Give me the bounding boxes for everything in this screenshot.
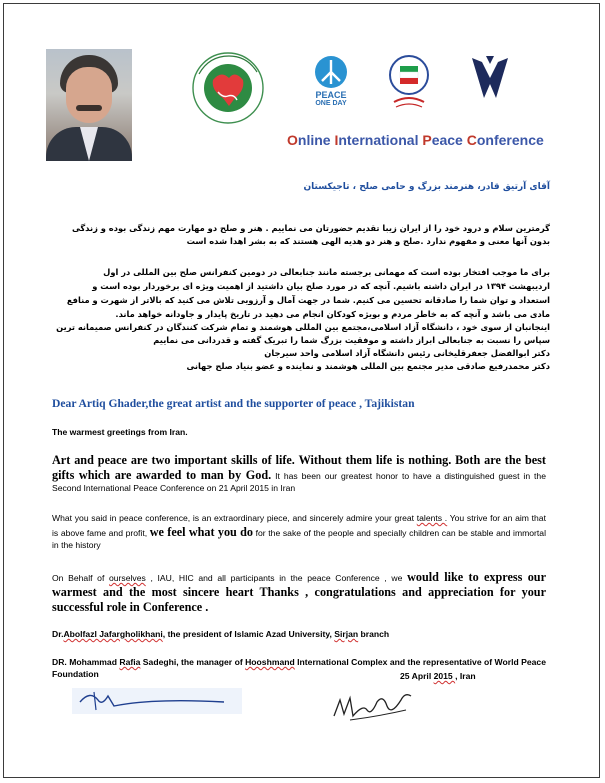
persian-paragraph-2-line-1: برای ما موجب افتخار بوده است که مهمانی برجسته مانند جنابعالی در دومین کنفرانس صلح بین المللی در اول [103, 267, 550, 277]
persian-signatory-2: دکتر محمدرفیع صادقی مدیر مجتمع بین المللی هوشمند و نماینده و عضو بنیاد صلح جهانی [186, 361, 550, 371]
english-closing-paragraph: On Behalf of ourselves , IAU, HIC and all participants in the peace Conference , we would like to express our warmest and the most sincere heart Thanks , congratulations and appreciation for your successful role in Conference . [52, 570, 546, 614]
english-salutation: Dear Artiq Ghader,the great artist and the supporter of peace , Tajikistan [52, 397, 415, 410]
persian-paragraph-1-line-1: گرمترین سلام و درود خود را از ایران زیبا تقدیم حضورتان می نماییم . هنر و صلح دو مهارت مهم زندگی بوده و زندگی [71, 223, 550, 233]
peace-logo-line2: ONE DAY [315, 100, 347, 107]
persian-paragraph-2-line-3: استعداد و توان شما را صادقانه تحسین می کنیم. شما در جهت آمال و آرزویی تلاش می کنید که بالاتر از شهرت و منافع [66, 295, 550, 305]
english-paragraph-2: What you said in peace conference, is an extraordinary piece, and sincerely admire your great talents . You strive for an aim that is above fame and profit, we feel what you do for the sake of the people and specially children can be stable and immortal in the history [52, 513, 546, 550]
portrait-photo [46, 49, 132, 161]
conference-title: Online International Peace Conference [287, 132, 544, 148]
persian-paragraph-2-line-6: سپاس را نسبت به جنابعالی ابراز داشته و موفقیت بزرگ شما را تبریک گفته و قدردانی می نماییم [153, 335, 550, 345]
english-signatory-2: DR. Mohammad Rafia Sadeghi, the manager of Hooshmand International Complex and the representative of World Peace Foundation [52, 657, 546, 679]
hooshmand-complex-logo [386, 54, 432, 110]
signature-jafargholikhani [72, 688, 242, 714]
peace-logo-line1: PEACE [315, 90, 347, 100]
persian-title: آقای آرتیق قادر، هنرمند بزرگ و حامی صلح ، تاجیکستان [303, 182, 550, 192]
world-peace-foundation-logo [187, 50, 269, 126]
english-paragraph-1 [52, 453, 546, 494]
azad-university-logo [470, 54, 510, 102]
peace-one-day-logo [309, 54, 353, 112]
english-paragraph-1-rest: It has been our greatest honor to have a distinguished guest in the Second International Peace Conference on 21 April 2015 in Iran [52, 470, 546, 493]
persian-paragraph-2-line-2: اردیبهشت ۱۳۹۴ در ایران داشته باشیم. آنچه که در مورد صلح بیان داشتید از اهمیت ویژه ای برخوردار بوده است و [92, 281, 550, 291]
persian-paragraph-1-line-2: بدون آنها معنی و مفهوم ندارد .صلح و هنر دو هدیه الهی هستند که به بشر اهدا شده است [186, 236, 550, 246]
english-greeting: The warmest greetings from Iran. [52, 427, 188, 437]
english-paragraph-1-bold: Art and peace are two important skills of life. Without them life is nothing. Both are the best gifts which are awarded to man by God. [52, 453, 546, 482]
persian-signatory-1: دکتر ابوالفضل جعفرقلیخانی رئیس دانشگاه آزاد اسلامی واحد سیرجان [264, 348, 550, 358]
letter-date: 25 April 2015 , Iran [400, 671, 476, 681]
persian-paragraph-2-line-4: مادی می باشد و آنچه که به خاطر مردم و بویژه کودکان انجام می دهید در تاریخ پایدار و جاودانه خواهد ماند. [115, 309, 550, 319]
signature-sadeghi [330, 684, 414, 724]
english-signatory-1: Dr.Abolfazl Jafargholikhani, the president of Islamic Azad University, Sirjan branch [52, 629, 390, 639]
persian-paragraph-2-line-5: اینجانبان از سوی خود ، دانشگاه آزاد اسلامی،مجتمع بین المللی هوشمند و تمام شرکت کنندگان در کنفرانس صمیمانه ترین [56, 322, 550, 332]
